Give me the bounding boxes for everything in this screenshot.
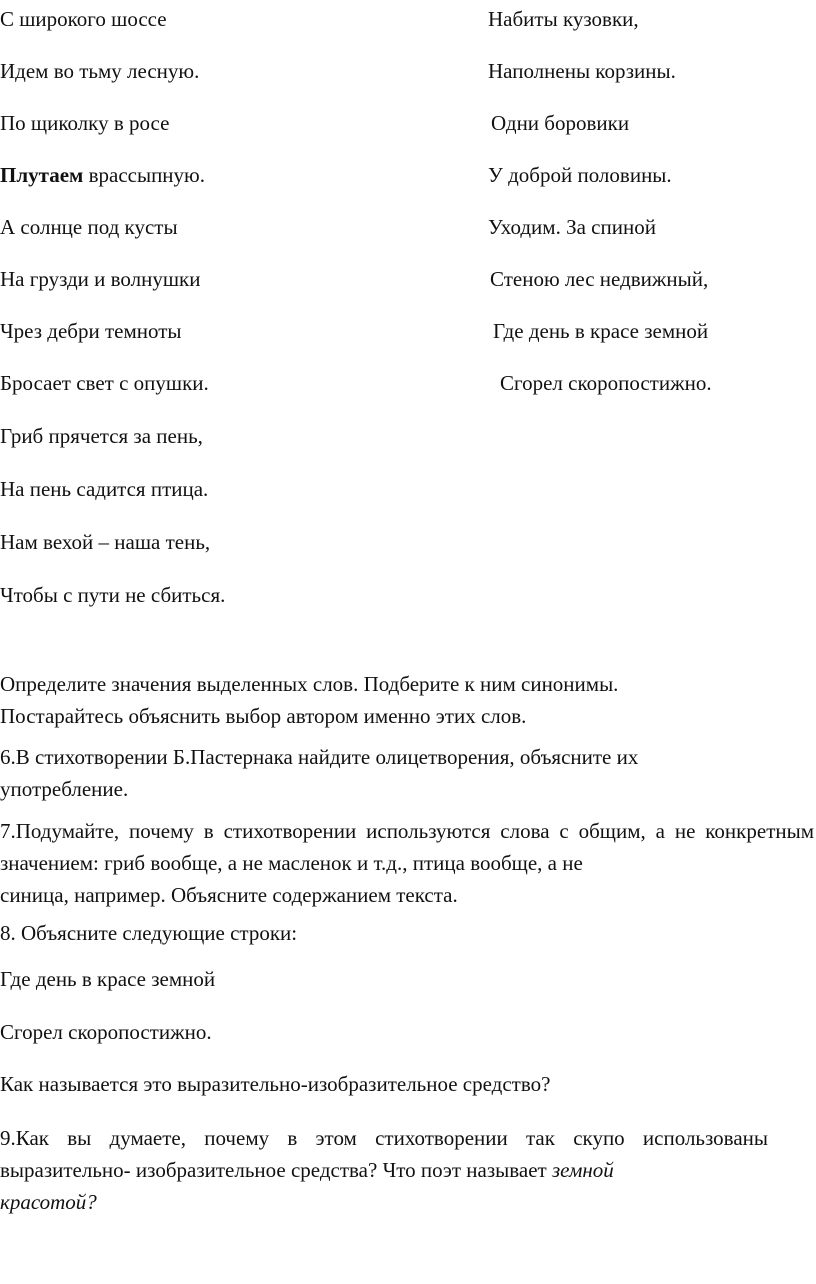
poem-line: А солнце под кусты (0, 215, 178, 239)
poem-line-rest: врассыпную. (83, 163, 205, 187)
task-7-paragraph (0, 815, 814, 911)
poem-line: Гриб прячется за пень, (0, 424, 203, 448)
poem-line: Где день в красе земной (493, 319, 709, 343)
poem-line: Сгорел скоропостижно. (500, 371, 712, 395)
task-line: синица, например. Объясните содержанием текста. (0, 883, 458, 907)
highlighted-word: Плутаем (0, 163, 84, 187)
task-8-heading: 8. Объясните следующие строки: (0, 921, 298, 945)
poem-line: Идем во тьму лесную. (0, 59, 200, 83)
poem-line: На пень садится птица. (0, 477, 209, 501)
italic-phrase: красотой? (0, 1190, 97, 1214)
task-line: употребление. (0, 777, 129, 801)
task-9-paragraph (0, 1122, 768, 1218)
poem-line: По щиколку в росе (0, 111, 170, 135)
poem-line: Чрез дебри темноты (0, 319, 182, 343)
task-line: выразительно- изобразительное средства? Что поэт называет (0, 1158, 552, 1182)
poem-line (0, 162, 205, 188)
poem-line: Набиты кузовки, (488, 7, 639, 31)
quoted-line: Сгорел скоропостижно. (0, 1020, 212, 1044)
poem-line: С широкого шоссе (0, 7, 167, 31)
poem-line: Бросает свет с опушки. (0, 371, 209, 395)
poem-line: Уходим. За спиной (488, 215, 656, 239)
quoted-line: Где день в красе земной (0, 967, 216, 991)
poem-line: Наполнены корзины. (488, 59, 676, 83)
task-line: Определите значения выделенных слов. Подберите к ним синонимы. (0, 672, 619, 696)
task-line: 6.В стихотворении Б.Пастернака найдите олицетворения, объясните их (0, 745, 639, 769)
task-line: 9.Как вы думаете, почему в этом стихотворении так скупо использованы (0, 1126, 768, 1150)
task-line: конкретным значением: гриб вообще, а не масленок и т.д., птица вообще, а не (0, 819, 815, 875)
poem-line: Одни боровики (491, 111, 630, 135)
task-line: Постарайтесь объяснить выбор автором именно этих слов. (0, 704, 527, 728)
poem-line: У доброй половины. (488, 163, 672, 187)
poem-line: Чтобы с пути не сбиться. (0, 583, 226, 607)
poem-line: На грузди и волнушки (0, 267, 201, 291)
poem-line: Нам вехой – наша тень, (0, 530, 211, 554)
task-line: 7.Подумайте, почему в стихотворении используются слова с общим, а не (0, 819, 696, 843)
task-8-question: Как называется это выразительно-изобразительное средство? (0, 1072, 551, 1096)
task-6-paragraph (0, 741, 814, 805)
task-5-paragraph (0, 668, 814, 732)
poem-line: Стеною лес недвижный, (490, 267, 709, 291)
italic-phrase: земной (551, 1158, 614, 1182)
